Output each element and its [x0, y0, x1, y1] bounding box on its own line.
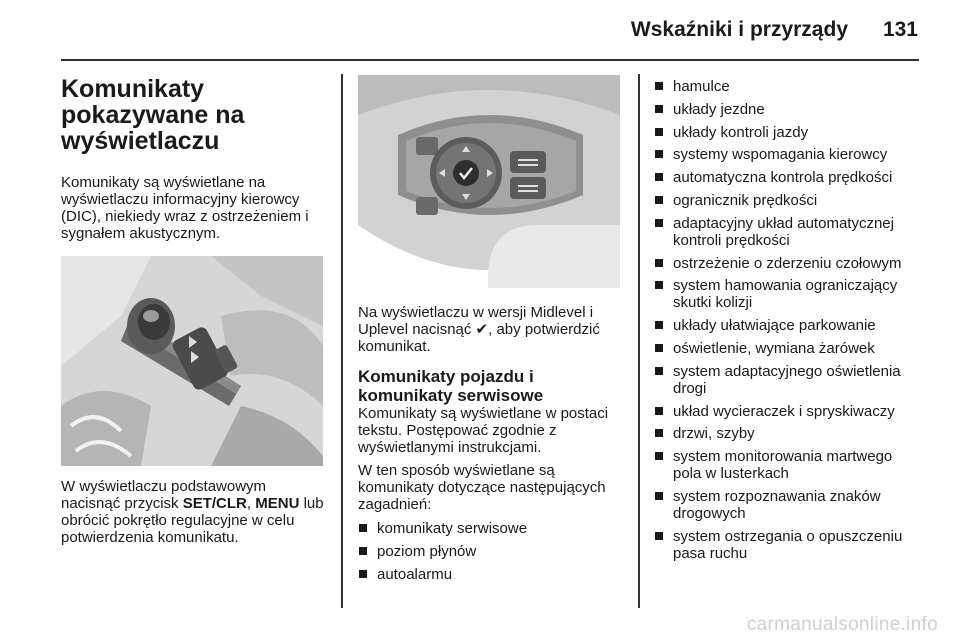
list-item-text: ogranicznik prędkości: [673, 191, 818, 209]
list-item: [358, 543, 626, 560]
list-item-text: oświetlenie, wymiana żarówek: [673, 339, 875, 357]
stalk-illustration-drawing: [61, 256, 323, 466]
list-item: [358, 520, 626, 537]
list-item-text: układy kontroli jazdy: [673, 123, 809, 141]
bullet-square-icon: [655, 321, 663, 329]
list-item-text: system ostrzegania o opuszczeniu pasa ruchu: [673, 527, 903, 562]
bullet-square-icon: [655, 344, 663, 352]
list-item: [654, 277, 924, 311]
list-item: [654, 169, 924, 186]
list-item: [654, 124, 924, 141]
list-item-text: układy ułatwiające parkowanie: [673, 317, 876, 335]
list-item-text: układ wycieraczek i spryskiwaczy: [673, 402, 895, 420]
list-item: [654, 255, 924, 272]
list-item-text: drzwi, szyby: [673, 425, 755, 443]
basic-display-text-pre: W wyświetlaczu podstawowym nacisnąć przycisk: [61, 478, 267, 512]
subsection-title: [358, 367, 626, 405]
list-item-text: system adaptacyjnego oświetlenia drogi: [673, 362, 901, 397]
list-item-text: systemy wspomagania kierowcy: [673, 146, 888, 164]
list-item: [654, 146, 924, 163]
intro-paragraph: Komunikaty są wyświetlane na wyświetlaczu informacyjny kierowcy (DIC), niekiedy wraz z ostrzeżeniem i sygnałem akustycznym.: [61, 174, 309, 242]
list-item: [654, 488, 924, 522]
bullet-square-icon: [359, 570, 367, 578]
column-divider-2: [638, 74, 640, 608]
list-item-text: ostrzeżenie o zderzeniu czołowym: [673, 254, 902, 272]
stalk-control-illustration: [61, 256, 323, 466]
bullet-square-icon: [655, 367, 663, 375]
list-item: [654, 192, 924, 209]
subsection-title-line1: Komunikaty pojazdu i: [358, 367, 534, 386]
list-item-text: układy jezdne: [673, 100, 765, 118]
bullet-square-icon: [655, 492, 663, 500]
bullet-square-icon: [655, 452, 663, 460]
list-item-text: system monitorowania martwego pola w lusterkach: [673, 448, 893, 483]
section-title-line1: Komunikaty: [61, 75, 205, 103]
section-title-line3: wyświetlaczu: [61, 127, 220, 155]
header-rule: [61, 59, 919, 61]
list-item-text: poziom płynów: [377, 543, 477, 560]
list-item: [654, 340, 924, 357]
page-number: 131: [882, 18, 918, 41]
list-item: [654, 101, 924, 118]
list-item: [654, 528, 924, 562]
midlevel-paragraph: Na wyświetlaczu w wersji Midlevel i Uplevel nacisnąć ✔, aby potwierdzić komunikat.: [358, 304, 600, 355]
bullet-square-icon: [655, 82, 663, 90]
basic-display-separator: ,: [246, 495, 256, 512]
column-2: [358, 74, 626, 589]
steering-wheel-drawing: [358, 75, 620, 288]
list-item-text: autoalarmu: [377, 566, 453, 583]
basic-display-text-post: lub obrócić pokrętło regulacyjne w celu potwierdzenia komunikatu.: [61, 495, 324, 546]
watermark: carmanualsonline.info: [746, 614, 938, 635]
bullet-square-icon: [655, 105, 663, 113]
column-3: [654, 74, 924, 568]
list-item-text: hamulce: [673, 78, 730, 95]
list-item-text: adaptacyjny układ automatycznej kontroli prędkości: [673, 214, 894, 249]
list-item-text: komunikaty serwisowe: [377, 520, 528, 537]
list-item: [654, 403, 924, 420]
list-item-text: automatyczna kontrola prędkości: [673, 169, 893, 187]
subsection-title-line2: komunikaty serwisowe: [358, 386, 544, 405]
list-item-text: system rozpoznawania znaków drogowych: [673, 487, 881, 522]
bullet-square-icon: [359, 524, 367, 532]
topics-list-part2: [654, 78, 924, 562]
list-item: [358, 566, 626, 583]
section-title-line2: pokazywane na: [61, 101, 245, 129]
bullet-square-icon: [359, 547, 367, 555]
list-item-text: system hamowania ograniczający skutki kolizji: [673, 277, 898, 312]
topics-intro-paragraph: W ten sposób wyświetlane są komunikaty dotyczące następujących zagadnień:: [358, 462, 606, 513]
list-item: [654, 215, 924, 249]
menu-key: MENU: [255, 495, 300, 512]
list-item: [654, 78, 924, 95]
bullet-square-icon: [655, 128, 663, 136]
list-item: [654, 363, 924, 397]
section-title: [61, 76, 326, 154]
bullet-square-icon: [655, 429, 663, 437]
vehicle-messages-paragraph: Komunikaty są wyświetlane w postaci tekstu. Postępować zgodnie z wyświetlanymi instrukcjami.: [358, 405, 609, 456]
set-clr-key: SET/CLR: [182, 495, 247, 512]
topics-list-part1: [358, 520, 626, 583]
list-item: [654, 425, 924, 442]
list-item: [654, 317, 924, 334]
bullet-square-icon: [655, 259, 663, 267]
bullet-square-icon: [655, 532, 663, 540]
list-item: [654, 448, 924, 482]
column-divider-1: [341, 74, 343, 608]
bullet-square-icon: [655, 196, 663, 204]
basic-display-paragraph: [61, 478, 326, 546]
bullet-square-icon: [655, 173, 663, 181]
bullet-square-icon: [655, 281, 663, 289]
page-header: [0, 0, 960, 62]
column-1: [61, 74, 326, 546]
bullet-square-icon: [655, 150, 663, 158]
bullet-square-icon: [655, 407, 663, 415]
bullet-square-icon: [655, 219, 663, 227]
header-title: Wskaźniki i przyrządy: [630, 18, 848, 41]
steering-wheel-illustration: [358, 75, 620, 288]
